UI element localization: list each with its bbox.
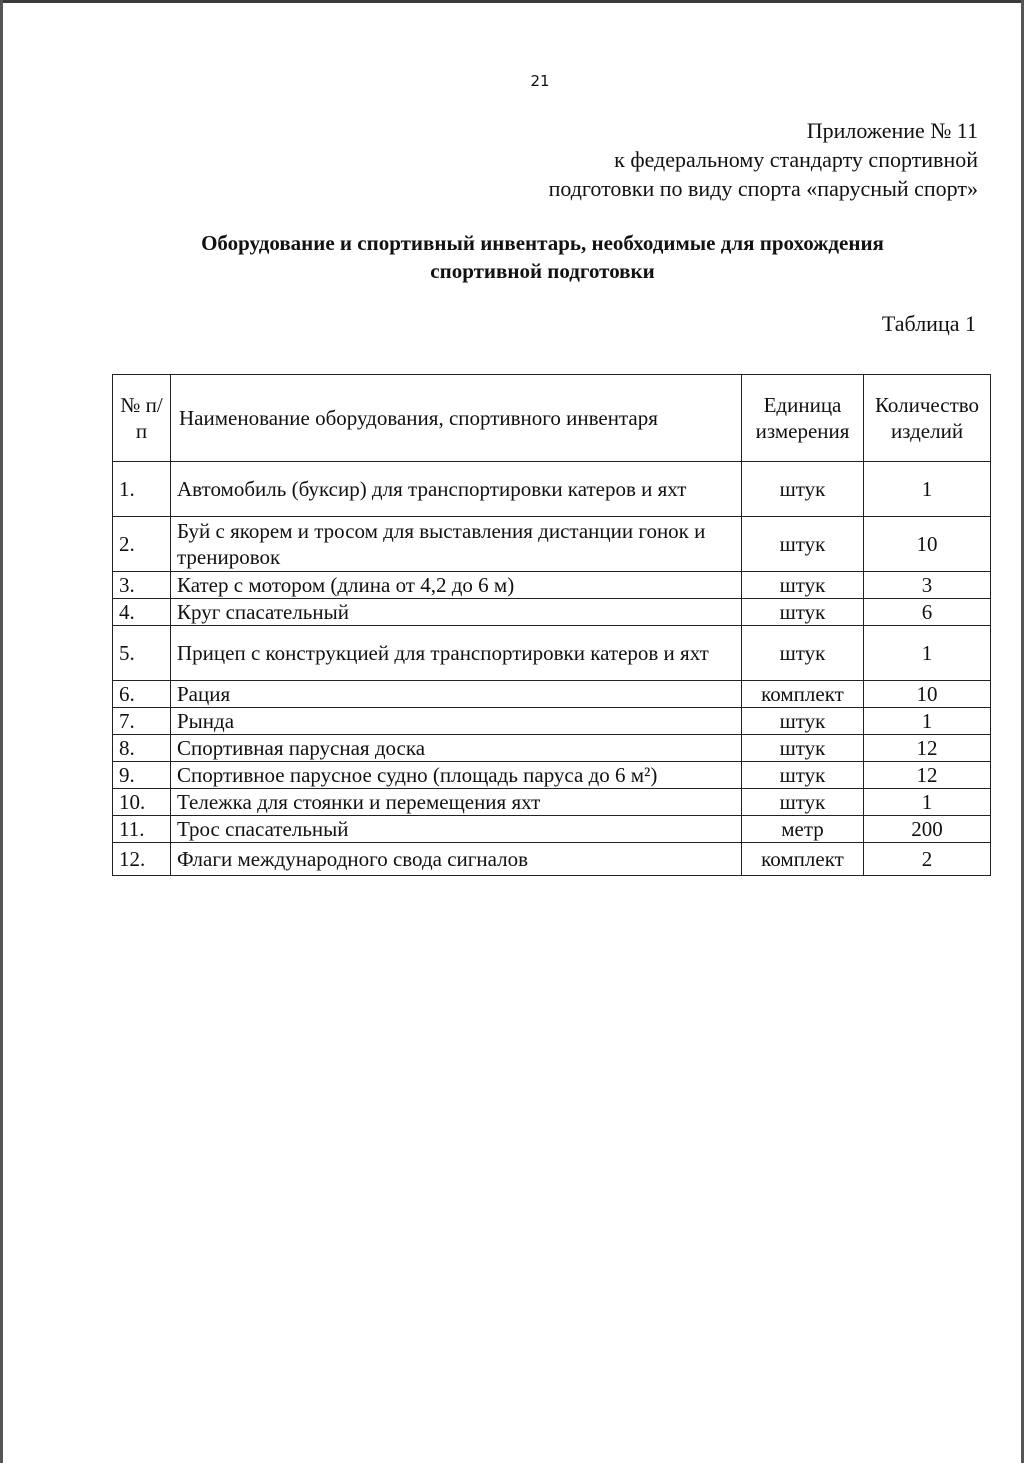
table-row bbox=[113, 708, 991, 735]
row-qty: 12 bbox=[864, 762, 991, 789]
table-row bbox=[113, 681, 991, 708]
row-name: Рында bbox=[171, 708, 742, 735]
row-unit: метр bbox=[742, 816, 864, 843]
row-name: Автомобиль (буксир) для транспортировки катеров и яхт bbox=[171, 462, 742, 517]
appendix-line-1: Приложение № 11 bbox=[806, 118, 978, 143]
row-unit: штук bbox=[742, 517, 864, 572]
row-qty: 200 bbox=[864, 816, 991, 843]
appendix-line-3: подготовки по виду спорта «парусный спорт» bbox=[548, 176, 978, 201]
table-row bbox=[113, 626, 991, 681]
table-row bbox=[113, 462, 991, 517]
row-qty: 10 bbox=[864, 517, 991, 572]
row-num: 2. bbox=[113, 517, 171, 572]
row-unit: штук bbox=[742, 708, 864, 735]
row-qty: 1 bbox=[864, 626, 991, 681]
scan-border-top bbox=[0, 0, 1024, 3]
table-row bbox=[113, 572, 991, 599]
row-qty: 3 bbox=[864, 572, 991, 599]
row-unit: штук bbox=[742, 462, 864, 517]
row-qty: 6 bbox=[864, 599, 991, 626]
row-num: 9. bbox=[113, 762, 171, 789]
table-row bbox=[113, 789, 991, 816]
row-num: 6. bbox=[113, 681, 171, 708]
header-num: № п/п bbox=[113, 375, 171, 462]
row-qty: 1 bbox=[864, 708, 991, 735]
header-name: Наименование оборудования, спортивного инвентаря bbox=[171, 375, 742, 462]
row-name: Трос спасательный bbox=[171, 816, 742, 843]
row-unit: штук bbox=[742, 572, 864, 599]
row-name: Спортивная парусная доска bbox=[171, 735, 742, 762]
row-num: 1. bbox=[113, 462, 171, 517]
scan-border-left bbox=[0, 0, 3, 1463]
table-row bbox=[113, 816, 991, 843]
table-header-row bbox=[113, 375, 991, 462]
row-num: 10. bbox=[113, 789, 171, 816]
row-num: 12. bbox=[113, 843, 171, 876]
row-unit: штук bbox=[742, 626, 864, 681]
row-name: Прицеп с конструкцией для транспортировки катеров и яхт bbox=[171, 626, 742, 681]
row-name: Спортивное парусное судно (площадь паруса до 6 м²) bbox=[171, 762, 742, 789]
title-line-2: спортивной подготовки bbox=[430, 259, 655, 283]
row-num: 7. bbox=[113, 708, 171, 735]
row-unit: штук bbox=[742, 762, 864, 789]
table-row bbox=[113, 517, 991, 572]
appendix-heading bbox=[549, 116, 978, 203]
row-qty: 12 bbox=[864, 735, 991, 762]
row-name: Круг спасательный bbox=[171, 599, 742, 626]
table-row bbox=[113, 599, 991, 626]
row-num: 8. bbox=[113, 735, 171, 762]
row-qty: 1 bbox=[864, 789, 991, 816]
row-num: 4. bbox=[113, 599, 171, 626]
header-qty: Количество изделий bbox=[864, 375, 991, 462]
row-num: 3. bbox=[113, 572, 171, 599]
row-name: Катер с мотором (длина от 4,2 до 6 м) bbox=[171, 572, 742, 599]
row-name: Тележка для стоянки и перемещения яхт bbox=[171, 789, 742, 816]
row-unit: комплект bbox=[742, 681, 864, 708]
row-num: 11. bbox=[113, 816, 171, 843]
row-unit: штук bbox=[742, 789, 864, 816]
page-number: 21 bbox=[530, 72, 550, 90]
table-row bbox=[113, 735, 991, 762]
title-line-1: Оборудование и спортивный инвентарь, необходимые для прохождения bbox=[201, 231, 884, 255]
document-title bbox=[100, 229, 985, 285]
table-row bbox=[113, 762, 991, 789]
appendix-line-2: к федеральному стандарту спортивной bbox=[614, 147, 978, 172]
row-unit: комплект bbox=[742, 843, 864, 876]
row-unit: штук bbox=[742, 599, 864, 626]
row-name: Рация bbox=[171, 681, 742, 708]
row-name: Буй с якорем и тросом для выставления дистанции гонок и тренировок bbox=[171, 517, 742, 572]
row-qty: 10 bbox=[864, 681, 991, 708]
equipment-table bbox=[112, 374, 991, 876]
row-unit: штук bbox=[742, 735, 864, 762]
table-caption: Таблица 1 bbox=[881, 311, 976, 336]
row-num: 5. bbox=[113, 626, 171, 681]
row-qty: 2 bbox=[864, 843, 991, 876]
row-name: Флаги международного свода сигналов bbox=[171, 843, 742, 876]
row-qty: 1 bbox=[864, 462, 991, 517]
table-row bbox=[113, 843, 991, 876]
header-unit: Единица измерения bbox=[742, 375, 864, 462]
